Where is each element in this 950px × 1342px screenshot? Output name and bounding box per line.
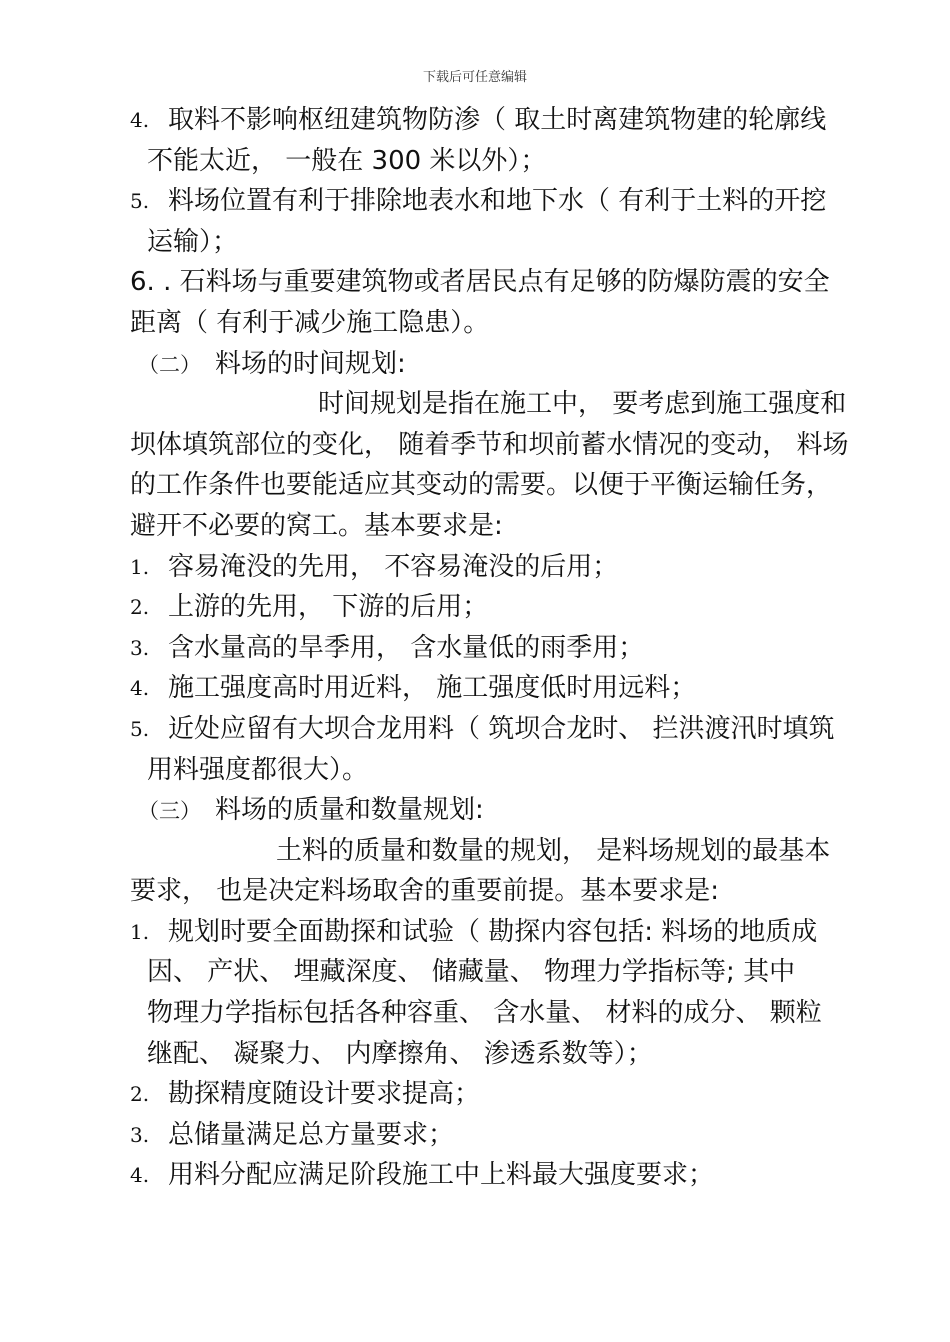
list-item <box>130 1074 850 1115</box>
list-number: 1. <box>130 554 150 579</box>
list-number: 4. <box>130 676 150 701</box>
list-item-continuation: 因、 产状、 埋藏深度、 储藏量、 物理力学指标等; 其中 <box>147 957 796 988</box>
section-number: （三） <box>138 799 201 824</box>
list-number: 5. <box>130 189 150 214</box>
section-number: （二） <box>138 352 201 377</box>
list-text: 近处应留有大坝合龙用料（ 筑坝合龙时、 拦洪渡汛时填筑 <box>168 713 835 744</box>
list-number: 2. <box>130 1082 150 1107</box>
list-item: 6. . 石料场与重要建筑物或者居民点有足够的防爆防震的安全 <box>130 267 830 298</box>
list-text: 总储量满足总方量要求； <box>168 1119 455 1150</box>
document-body <box>130 100 850 1196</box>
section-heading <box>130 344 850 385</box>
section-heading <box>130 790 850 831</box>
list-item <box>130 547 850 588</box>
list-item-continuation: 不能太近， 一般在 300 米以外）； <box>147 145 547 176</box>
list-item <box>130 100 850 141</box>
list-item <box>130 181 850 222</box>
paragraph-line: 时间规划是指在施工中， 要考虑到施工强度和 <box>318 389 847 420</box>
page-header: 下载后可任意编辑 <box>422 70 527 85</box>
list-number: 3. <box>130 635 150 660</box>
paragraph-line: 要求， 也是决定料场取舍的重要前提。基本要求是: <box>130 876 720 907</box>
list-item <box>130 912 850 953</box>
list-item <box>130 1155 850 1196</box>
paragraph-line: 土料的质量和数量的规划， 是料场规划的最基本 <box>276 835 831 866</box>
list-item <box>130 1115 850 1156</box>
list-item <box>130 587 850 628</box>
list-item-continuation: 物理力学指标包括各种容重、 含水量、 材料的成分、 颗粒 <box>147 998 822 1029</box>
list-item <box>130 668 850 709</box>
section-title: 料场的时间规划: <box>215 348 406 379</box>
list-number: 1. <box>130 919 150 944</box>
list-number: 5. <box>130 716 150 741</box>
paragraph-line: 的工作条件也要能适应其变动的需要。以便于平衡运输任务， <box>130 470 833 501</box>
list-number: 4. <box>130 1163 150 1188</box>
list-text: 施工强度高时用近料， 施工强度低时用远料； <box>168 673 697 704</box>
list-item-continuation: 距离（ 有利于减少施工隐患）。 <box>130 307 490 338</box>
list-number: 4. <box>130 108 150 132</box>
paragraph-line: 避开不必要的窝工。基本要求是: <box>130 510 503 541</box>
list-text: 上游的先用， 下游的后用； <box>168 592 489 623</box>
list-item-continuation: 继配、 凝聚力、 内摩擦角、 渗透系数等）； <box>147 1038 653 1069</box>
list-text: 含水量高的旱季用， 含水量低的雨季用； <box>168 632 645 663</box>
paragraph-line: 坝体填筑部位的变化， 随着季节和坝前蓄水情况的变动， 料场 <box>130 429 849 460</box>
list-item-continuation: 运输）； <box>147 226 239 257</box>
list-text: 用料分配应满足阶段施工中上料最大强度要求； <box>168 1160 715 1191</box>
list-text: 料场位置有利于排除地表水和地下水（ 有利于土料的开挖 <box>168 186 827 217</box>
list-item <box>130 709 850 750</box>
list-number: 2. <box>130 595 150 620</box>
list-item-continuation: 用料强度都很大）。 <box>147 754 369 785</box>
list-text: 勘探精度随设计要求提高； <box>168 1079 481 1110</box>
list-text: 规划时要全面勘探和试验（ 勘探内容包括: 料场的地质成 <box>168 916 818 947</box>
list-text: 容易淹没的先用， 不容易淹没的后用； <box>168 551 619 582</box>
list-text: 取料不影响枢纽建筑物防渗（ 取土时离建筑物建的轮廓线 <box>168 105 827 135</box>
list-item <box>130 628 850 669</box>
section-title: 料场的质量和数量规划: <box>215 795 484 826</box>
list-number: 3. <box>130 1122 150 1147</box>
